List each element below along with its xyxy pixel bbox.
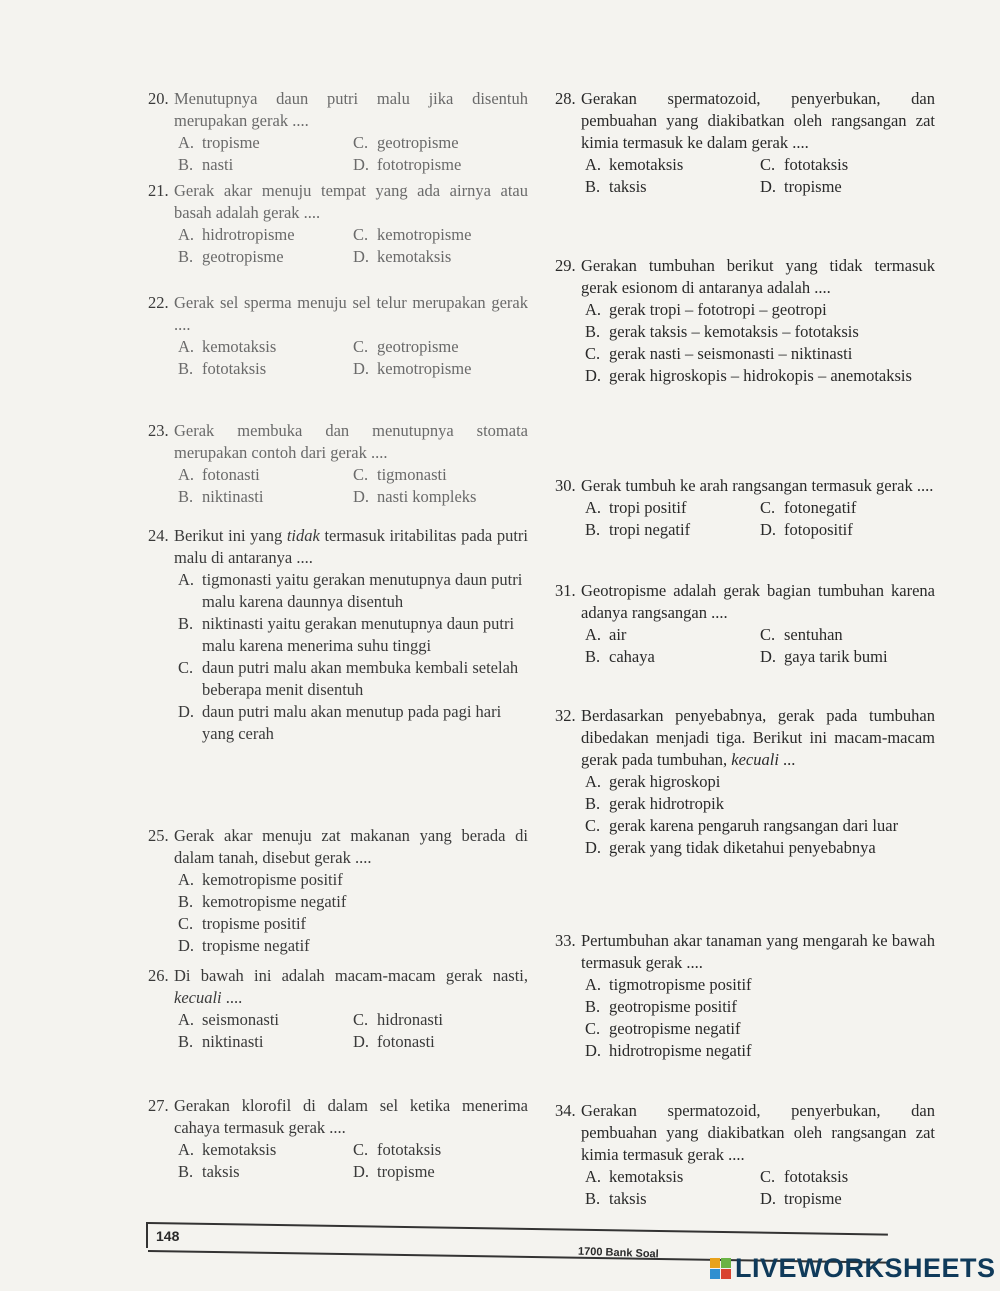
option-letter: D. [353, 359, 370, 378]
answer-option-c[interactable] [760, 1166, 935, 1188]
option-letter: B. [178, 1032, 194, 1051]
option-letter: D. [585, 1041, 602, 1060]
option-text: gerak higroskopi [609, 772, 721, 791]
question-31 [555, 580, 935, 668]
answer-option-b[interactable] [585, 793, 935, 815]
option-letter: A. [178, 465, 195, 484]
answer-option-c[interactable] [353, 224, 528, 246]
answer-option-a[interactable] [178, 1009, 353, 1031]
option-letter: B. [178, 155, 194, 174]
option-text: kemotaksis [202, 337, 277, 356]
answer-option-c[interactable] [585, 343, 935, 365]
question-number: 23. [148, 421, 169, 440]
option-text: tropi positif [609, 498, 687, 517]
option-text: geotropisme negatif [609, 1019, 741, 1038]
question-text [581, 1100, 935, 1166]
answer-option-b[interactable] [585, 1188, 760, 1210]
option-letter: B. [585, 322, 601, 341]
option-text: kemotaksis [202, 1140, 277, 1159]
question-text [581, 930, 935, 974]
question-stem [555, 475, 935, 497]
question-number: 32. [555, 706, 576, 725]
question-number: 29. [555, 256, 576, 275]
option-letter: C. [585, 816, 601, 835]
question-33 [555, 930, 935, 1062]
option-text: niktinasti [202, 487, 264, 506]
option-letter: A. [178, 1010, 195, 1029]
option-text: tigmonasti yaitu gerakan menutupnya daun putri malu karena daunnya disentuh [202, 570, 523, 611]
option-letter: C. [760, 625, 776, 644]
question-text [174, 180, 528, 224]
question-text-part: Berikut ini yang [174, 526, 287, 545]
question-text [174, 825, 528, 869]
option-letter: B. [585, 520, 601, 539]
answer-option-d[interactable] [585, 1040, 935, 1062]
answer-option-a[interactable] [585, 1166, 760, 1188]
question-stem [148, 420, 528, 464]
question-text-part: Gerakan klorofil di dalam sel ketika menerima cahaya termasuk gerak .... [174, 1096, 528, 1137]
answer-option-c[interactable] [353, 1139, 528, 1161]
option-text: gerak karena pengaruh rangsangan dari luar [609, 816, 899, 835]
option-text: kemotaksis [609, 1167, 684, 1186]
emphasis-text: kecuali [174, 988, 222, 1007]
question-text [174, 525, 528, 569]
question-number: 24. [148, 526, 169, 545]
question-number: 22. [148, 293, 169, 312]
question-text-part: Gerak sel sperma menuju sel telur merupakan gerak .... [174, 293, 528, 334]
answer-option-d[interactable] [585, 365, 935, 387]
option-text: taksis [202, 1162, 240, 1181]
question-text-part: Di bawah ini adalah macam-macam gerak nasti, [174, 966, 528, 985]
answer-option-a[interactable] [178, 569, 528, 613]
question-stem [555, 930, 935, 974]
option-letter: B. [585, 177, 601, 196]
option-text: kemotropisme positif [202, 870, 343, 889]
option-text: fototaksis [784, 155, 849, 174]
answer-option-c[interactable] [178, 657, 528, 701]
answer-option-a[interactable] [585, 299, 935, 321]
option-letter: D. [585, 366, 602, 385]
option-letter: C. [353, 337, 369, 356]
liveworksheets-logo-icon [710, 1258, 731, 1279]
option-letter: C. [353, 465, 369, 484]
answer-options [178, 224, 528, 268]
option-letter: A. [585, 300, 602, 319]
option-letter: B. [585, 647, 601, 666]
question-text-part: Gerakan spermatozoid, penyerbukan, dan pembuahan yang diakibatkan oleh rangsangan zat kimia termasuk gerak .... [581, 1101, 935, 1164]
answer-option-d[interactable] [760, 646, 935, 668]
option-text: fototaksis [202, 359, 267, 378]
question-text-part: Gerakan spermatozoid, penyerbukan, dan pembuahan yang diakibatkan oleh rangsangan zat kimia termasuk ke dalam gerak .... [581, 89, 935, 152]
question-text [174, 88, 528, 132]
question-stem [555, 88, 935, 154]
option-letter: D. [760, 520, 777, 539]
question-text [174, 1095, 528, 1139]
answer-option-a[interactable] [178, 224, 353, 246]
question-28 [555, 88, 935, 198]
option-text: gerak nasti – seismonasti – niktinasti [609, 344, 853, 363]
option-text: fototropisme [377, 155, 462, 174]
option-text: gerak tropi – fototropi – geotropi [609, 300, 827, 319]
answer-options [585, 974, 935, 1062]
question-number: 27. [148, 1096, 169, 1115]
answer-option-c[interactable] [353, 336, 528, 358]
answer-option-b[interactable] [178, 486, 353, 508]
option-text: kemotropisme negatif [202, 892, 347, 911]
option-letter: B. [178, 892, 194, 911]
option-letter: D. [760, 647, 777, 666]
question-number: 34. [555, 1101, 576, 1120]
option-letter: B. [178, 487, 194, 506]
option-text: hidrotropisme [202, 225, 295, 244]
option-text: tigmotropisme positif [609, 975, 752, 994]
question-text-part: Gerakan tumbuhan berikut yang tidak termasuk gerak esionom di antaranya adalah .... [581, 256, 935, 297]
answer-option-c[interactable] [585, 815, 935, 837]
option-letter: C. [585, 344, 601, 363]
question-number: 28. [555, 89, 576, 108]
option-text: taksis [609, 1189, 647, 1208]
answer-option-c[interactable] [585, 1018, 935, 1040]
answer-option-a[interactable] [178, 869, 528, 891]
option-text: gerak hidrotropik [609, 794, 725, 813]
answer-options [178, 869, 528, 957]
answer-option-a[interactable] [585, 154, 760, 176]
question-24 [148, 525, 528, 745]
question-27 [148, 1095, 528, 1183]
emphasis-text: tidak [286, 526, 320, 545]
answer-option-a[interactable] [585, 624, 760, 646]
option-text: cahaya [609, 647, 655, 666]
answer-option-d[interactable] [353, 246, 528, 268]
option-letter: C. [760, 155, 776, 174]
question-number: 25. [148, 826, 169, 845]
option-letter: B. [585, 1189, 601, 1208]
answer-option-d[interactable] [178, 935, 528, 957]
emphasis-text: kecuali [731, 750, 779, 769]
answer-option-c[interactable] [178, 913, 528, 935]
option-letter: B. [585, 997, 601, 1016]
answer-options [585, 154, 935, 198]
option-letter: D. [353, 487, 370, 506]
answer-option-d[interactable] [353, 358, 528, 380]
answer-option-a[interactable] [178, 1139, 353, 1161]
option-text: fototaksis [784, 1167, 849, 1186]
answer-option-b[interactable] [585, 321, 935, 343]
answer-options [178, 569, 528, 745]
question-text [174, 965, 528, 1009]
question-text [174, 292, 528, 336]
question-text-part: Gerak tumbuh ke arah rangsangan termasuk gerak .... [581, 476, 934, 495]
option-letter: A. [178, 225, 195, 244]
option-letter: B. [178, 359, 194, 378]
footer-rule-top [148, 1222, 888, 1236]
answer-option-b[interactable] [585, 646, 760, 668]
answer-option-a[interactable] [585, 497, 760, 519]
option-text: sentuhan [784, 625, 843, 644]
question-text-part: Menutupnya daun putri malu jika disentuh merupakan gerak .... [174, 89, 528, 130]
question-stem [555, 1100, 935, 1166]
answer-option-d[interactable] [353, 486, 528, 508]
answer-option-b[interactable] [178, 613, 528, 657]
answer-options [585, 497, 935, 541]
option-letter: A. [178, 337, 195, 356]
question-stem [555, 255, 935, 299]
answer-option-d[interactable] [585, 837, 935, 859]
question-stem [148, 88, 528, 132]
question-30 [555, 475, 935, 541]
question-23 [148, 420, 528, 508]
question-text [581, 580, 935, 624]
question-20 [148, 88, 528, 176]
question-text [581, 705, 935, 771]
question-number: 30. [555, 476, 576, 495]
option-text: gerak higroskopis – hidrokopis – anemotaksis [609, 366, 912, 385]
option-letter: B. [178, 247, 194, 266]
answer-options [178, 1009, 528, 1053]
option-text: tigmonasti [377, 465, 447, 484]
option-letter: C. [760, 1167, 776, 1186]
option-letter: B. [178, 614, 194, 633]
option-text: gerak yang tidak diketahui penyebabnya [609, 838, 876, 857]
option-text: hidronasti [377, 1010, 443, 1029]
option-letter: A. [178, 570, 195, 589]
option-text: nasti kompleks [377, 487, 477, 506]
option-text: niktinasti yaitu gerakan menutupnya daun putri malu karena menerima suhu tinggi [202, 614, 515, 655]
option-letter: D. [353, 1162, 370, 1181]
question-stem [555, 580, 935, 624]
option-letter: C. [178, 914, 194, 933]
question-32 [555, 705, 935, 859]
answer-option-d[interactable] [760, 519, 935, 541]
option-letter: C. [353, 225, 369, 244]
option-text: seismonasti [202, 1010, 279, 1029]
option-letter: A. [585, 625, 602, 644]
question-29 [555, 255, 935, 387]
question-number: 20. [148, 89, 169, 108]
option-text: hidrotropisme negatif [609, 1041, 752, 1060]
option-letter: C. [353, 1010, 369, 1029]
answer-option-c[interactable] [353, 1009, 528, 1031]
question-26 [148, 965, 528, 1053]
option-text: fotonasti [377, 1032, 435, 1051]
option-text: fotonegatif [784, 498, 857, 517]
option-text: gerak taksis – kemotaksis – fototaksis [609, 322, 859, 341]
question-34 [555, 1100, 935, 1210]
answer-option-c[interactable] [353, 132, 528, 154]
option-letter: D. [178, 936, 195, 955]
answer-option-b[interactable] [585, 519, 760, 541]
answer-option-b[interactable] [178, 1161, 353, 1183]
option-letter: C. [585, 1019, 601, 1038]
option-text: geotropisme positif [609, 997, 737, 1016]
answer-options [585, 771, 935, 859]
answer-option-a[interactable] [178, 132, 353, 154]
question-25 [148, 825, 528, 957]
answer-option-b[interactable] [178, 154, 353, 176]
answer-options [585, 624, 935, 668]
option-text: daun putri malu akan membuka kembali setelah beberapa menit disentuh [202, 658, 519, 699]
option-text: niktinasti [202, 1032, 264, 1051]
option-text: kemotaksis [377, 247, 452, 266]
question-number: 26. [148, 966, 169, 985]
question-22 [148, 292, 528, 380]
question-stem [148, 525, 528, 569]
option-text: geotropisme [377, 337, 459, 356]
answer-options [178, 336, 528, 380]
option-text: air [609, 625, 627, 644]
question-number: 33. [555, 931, 576, 950]
answer-option-c[interactable] [760, 624, 935, 646]
question-number: 21. [148, 181, 169, 200]
answer-option-d[interactable] [353, 1161, 528, 1183]
option-letter: D. [760, 177, 777, 196]
page-number: 148 [146, 1222, 206, 1248]
option-letter: A. [585, 1167, 602, 1186]
question-text [581, 255, 935, 299]
option-letter: C. [353, 1140, 369, 1159]
option-letter: A. [178, 1140, 195, 1159]
option-text: geotropisme [377, 133, 459, 152]
question-text [174, 420, 528, 464]
option-text: taksis [609, 177, 647, 196]
question-text-part: Berdasarkan penyebabnya, gerak pada tumbuhan dibedakan menjadi tiga. Berikut ini macam-macam gerak pada tumbuhan, [581, 706, 935, 769]
option-letter: D. [353, 155, 370, 174]
option-letter: D. [178, 702, 195, 721]
answer-option-d[interactable] [760, 176, 935, 198]
option-letter: C. [353, 133, 369, 152]
option-letter: B. [178, 1162, 194, 1181]
watermark-text: LIVEWORKSHEETS [735, 1253, 996, 1283]
answer-option-d[interactable] [353, 154, 528, 176]
question-number: 31. [555, 581, 576, 600]
answer-option-a[interactable] [585, 974, 935, 996]
option-text: nasti [202, 155, 234, 174]
option-text: fotopositif [784, 520, 853, 539]
option-text: tropisme [202, 133, 260, 152]
question-21 [148, 180, 528, 268]
option-text: tropi negatif [609, 520, 691, 539]
question-text-part: Gerak akar menuju zat makanan yang berada di dalam tanah, disebut gerak .... [174, 826, 528, 867]
question-text-part: Geotropisme adalah gerak bagian tumbuhan karena adanya rangsangan .... [581, 581, 935, 622]
answer-option-b[interactable] [178, 891, 528, 913]
option-text: fotonasti [202, 465, 260, 484]
answer-option-b[interactable] [585, 996, 935, 1018]
liveworksheets-watermark [710, 1253, 996, 1284]
option-text: geotropisme [202, 247, 284, 266]
answer-option-b[interactable] [178, 358, 353, 380]
option-text: kemotaksis [609, 155, 684, 174]
option-text: tropisme positif [202, 914, 307, 933]
answer-option-a[interactable] [178, 464, 353, 486]
question-stem [555, 705, 935, 771]
option-letter: C. [760, 498, 776, 517]
question-text-part: Pertumbuhan akar tanaman yang mengarah ke bawah termasuk gerak .... [581, 931, 935, 972]
question-stem [148, 965, 528, 1009]
option-letter: A. [585, 498, 602, 517]
option-text: kemotropisme [377, 225, 472, 244]
question-text-part: .... [221, 988, 243, 1007]
option-text: daun putri malu akan menutup pada pagi hari yang cerah [202, 702, 502, 743]
answer-options [178, 132, 528, 176]
answer-option-a[interactable] [178, 336, 353, 358]
option-letter: D. [760, 1189, 777, 1208]
answer-option-b[interactable] [178, 1031, 353, 1053]
question-text [581, 88, 935, 154]
question-text-part: Gerak membuka dan menutupnya stomata merupakan contoh dari gerak .... [174, 421, 528, 462]
option-text: tropisme [784, 177, 842, 196]
option-letter: A. [585, 155, 602, 174]
question-text-part: termasuk iritabilitas pada putri malu di antaranya .... [174, 526, 529, 567]
question-stem [148, 180, 528, 224]
answer-option-c[interactable] [760, 497, 935, 519]
option-letter: A. [178, 133, 195, 152]
answer-options [178, 464, 528, 508]
answer-option-d[interactable] [178, 701, 528, 745]
option-text: tropisme negatif [202, 936, 310, 955]
option-letter: B. [585, 794, 601, 813]
option-letter: A. [585, 975, 602, 994]
answer-options [585, 299, 935, 387]
answer-options [178, 1139, 528, 1183]
answer-option-b[interactable] [585, 176, 760, 198]
answer-option-c[interactable] [760, 154, 935, 176]
question-text-part: ... [778, 750, 796, 769]
option-text: tropisme [377, 1162, 435, 1181]
option-text: tropisme [784, 1189, 842, 1208]
option-letter: D. [585, 838, 602, 857]
option-letter: D. [353, 1032, 370, 1051]
answer-options [585, 1166, 935, 1210]
option-letter: C. [178, 658, 194, 677]
answer-option-a[interactable] [585, 771, 935, 793]
book-title: 1700 Bank Soal [577, 1245, 659, 1261]
answer-option-d[interactable] [760, 1188, 935, 1210]
question-stem [148, 825, 528, 869]
question-text-part: Gerak akar menuju tempat yang ada airnya atau basah adalah gerak .... [174, 181, 528, 222]
option-letter: A. [585, 772, 602, 791]
option-text: fototaksis [377, 1140, 442, 1159]
answer-option-c[interactable] [353, 464, 528, 486]
answer-option-b[interactable] [178, 246, 353, 268]
answer-option-d[interactable] [353, 1031, 528, 1053]
option-letter: D. [353, 247, 370, 266]
question-stem [148, 292, 528, 336]
option-letter: A. [178, 870, 195, 889]
question-text [581, 475, 933, 497]
option-text: gaya tarik bumi [784, 647, 888, 666]
option-text: kemotropisme [377, 359, 472, 378]
question-stem [148, 1095, 528, 1139]
